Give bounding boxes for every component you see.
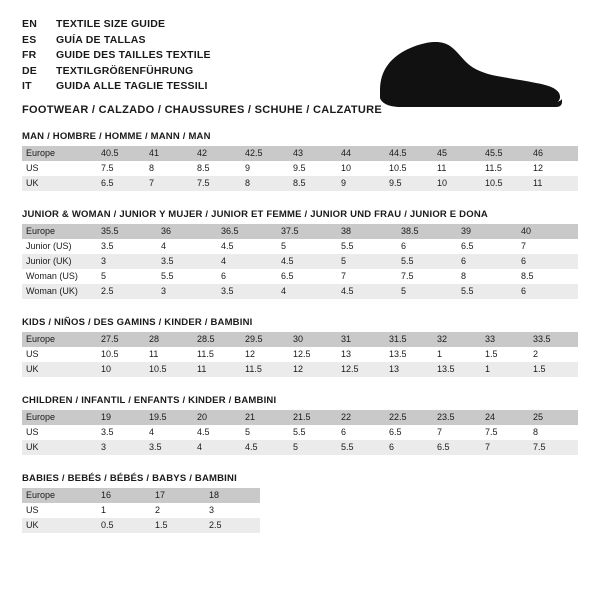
cell: 13.5 — [434, 362, 482, 377]
cell: 7 — [521, 241, 527, 251]
cell: 3.5 — [158, 254, 218, 269]
cell: 8 — [461, 271, 467, 281]
row-label: US — [26, 505, 39, 515]
cell: 4 — [149, 427, 155, 437]
cell: 5 — [398, 284, 458, 299]
cell: 5 — [338, 254, 398, 269]
cell: 10 — [98, 362, 146, 377]
cell: 9 — [338, 176, 386, 191]
cell: 28.5 — [194, 332, 242, 347]
cell: 8 — [242, 176, 290, 191]
cell: 10.5 — [389, 163, 407, 173]
cell: 10 — [341, 163, 352, 173]
cell: 29.5 — [242, 332, 290, 347]
cell: 1.5 — [485, 349, 498, 359]
cell: 35.5 — [98, 224, 158, 239]
cell: 44 — [338, 146, 386, 161]
cell: 6.5 — [281, 271, 294, 281]
cell: 8.5 — [521, 271, 534, 281]
cell: 11 — [530, 176, 578, 191]
table-row — [22, 332, 578, 347]
cell: 3 — [209, 505, 215, 515]
cell: 5.5 — [161, 271, 174, 281]
cell: 19 — [98, 410, 146, 425]
row-label: US — [26, 163, 39, 173]
cell: 45 — [434, 146, 482, 161]
cell: 13 — [386, 362, 434, 377]
cell: 6 — [518, 284, 578, 299]
cell: 8.5 — [197, 163, 210, 173]
cell: 37.5 — [278, 224, 338, 239]
cell: 11 — [437, 163, 447, 173]
cell: 7.5 — [401, 271, 414, 281]
table-row — [22, 488, 260, 503]
cell: 4 — [194, 440, 242, 455]
cell: 5.5 — [293, 427, 306, 437]
cell: 7.5 — [530, 440, 578, 455]
cell: 43 — [290, 146, 338, 161]
cell: 4 — [278, 284, 338, 299]
cell: 5.5 — [341, 241, 354, 251]
table-row — [22, 269, 578, 284]
group-title: CHILDREN / INFANTIL / ENFANTS / KINDER / BAMBINI — [22, 395, 277, 406]
cell: 19.5 — [146, 410, 194, 425]
cell: 7 — [437, 427, 443, 437]
row-label: UK — [22, 362, 98, 377]
cell: 8.5 — [290, 176, 338, 191]
cell: 5 — [101, 271, 107, 281]
table-row — [22, 254, 578, 269]
cell: 5 — [290, 440, 338, 455]
group-title: KIDS / NIÑOS / DES GAMINS / KINDER / BAMBINI — [22, 317, 253, 328]
cell: 5 — [281, 241, 287, 251]
language-row — [22, 80, 211, 96]
group-title: BABIES / BEBÉS / BÉBÉS / BABYS / BAMBINI — [22, 473, 237, 484]
cell: 5.5 — [338, 440, 386, 455]
cell: 7 — [146, 176, 194, 191]
row-label: Europe — [22, 332, 98, 347]
row-label: Europe — [22, 410, 98, 425]
size-table-children — [22, 410, 578, 455]
cell: 3 — [98, 254, 158, 269]
cell: 7 — [341, 271, 347, 281]
cell: 4.5 — [278, 254, 338, 269]
table-row — [22, 284, 578, 299]
cell: 33 — [482, 332, 530, 347]
cell: 3.5 — [101, 241, 114, 251]
row-label: US — [26, 349, 39, 359]
cell: 33.5 — [530, 332, 578, 347]
row-label: Europe — [22, 488, 98, 503]
cell: 6.5 — [461, 241, 474, 251]
cell: 13.5 — [389, 349, 407, 359]
cell: 36.5 — [218, 224, 278, 239]
cell: 11.5 — [242, 362, 290, 377]
cell: 6 — [401, 241, 407, 251]
cell: 10.5 — [482, 176, 530, 191]
row-label: UK — [22, 440, 98, 455]
cell: 3.5 — [101, 427, 114, 437]
cell: 44.5 — [386, 146, 434, 161]
table-row — [22, 176, 578, 191]
table-row — [22, 425, 578, 440]
cell: 2.5 — [206, 518, 260, 533]
cell: 7.5 — [485, 427, 498, 437]
size-group-man — [22, 131, 578, 191]
size-table-junior-woman — [22, 224, 578, 299]
row-label: Woman (UK) — [22, 284, 98, 299]
language-text: GUIDA ALLE TAGLIE TESSILI — [56, 80, 208, 92]
cell: 16 — [98, 488, 152, 503]
language-row — [22, 65, 211, 81]
cell: 45.5 — [482, 146, 530, 161]
size-table-kids — [22, 332, 578, 377]
cell: 1 — [101, 505, 107, 515]
cell: 3 — [98, 440, 146, 455]
cell: 31 — [338, 332, 386, 347]
size-table-man — [22, 146, 578, 191]
cell: 41 — [146, 146, 194, 161]
table-row — [22, 224, 578, 239]
cell: 6 — [341, 427, 347, 437]
language-code: EN — [22, 18, 37, 30]
cell: 9.5 — [293, 163, 306, 173]
language-code: ES — [22, 33, 37, 46]
cell: 11 — [194, 362, 242, 377]
cell: 42.5 — [242, 146, 290, 161]
cell: 22 — [338, 410, 386, 425]
cell: 42 — [194, 146, 242, 161]
language-code: IT — [22, 80, 32, 92]
language-text: GUÍA DE TALLAS — [56, 33, 146, 46]
cell: 9.5 — [386, 176, 434, 191]
row-label: Europe — [22, 146, 98, 161]
cell: 2.5 — [98, 284, 158, 299]
cell: 5 — [245, 427, 251, 437]
cell: 5.5 — [458, 284, 518, 299]
document-header — [22, 18, 578, 116]
cell: 21.5 — [290, 410, 338, 425]
row-label: Europe — [22, 224, 98, 239]
cell: 18 — [206, 488, 260, 503]
cell: 3.5 — [218, 284, 278, 299]
row-label: UK — [22, 518, 98, 533]
cell: 12.5 — [338, 362, 386, 377]
size-group-kids — [22, 317, 578, 377]
cell: 6 — [458, 254, 518, 269]
cell: 38.5 — [398, 224, 458, 239]
size-group-babies — [22, 473, 578, 533]
table-row — [22, 503, 260, 518]
cell: 6 — [221, 271, 227, 281]
cell: 46 — [530, 146, 578, 161]
category-title: FOOTWEAR / CALZADO / CHAUSSURES / SCHUHE / CALZATURE — [22, 103, 383, 116]
cell: 1.5 — [152, 518, 206, 533]
table-row — [22, 362, 578, 377]
language-text: GUIDE DES TAILLES TEXTILE — [56, 49, 211, 61]
cell: 6 — [386, 440, 434, 455]
table-row — [22, 239, 578, 254]
row-label: Junior (UK) — [22, 254, 98, 269]
cell: 40 — [518, 224, 578, 239]
size-group-children — [22, 395, 578, 455]
row-label: UK — [22, 176, 98, 191]
cell: 2 — [155, 505, 161, 515]
cell: 3 — [158, 284, 218, 299]
cell: 21 — [242, 410, 290, 425]
group-title: MAN / HOMBRE / HOMME / MANN / MAN — [22, 131, 211, 142]
cell: 5.5 — [398, 254, 458, 269]
cell: 10.5 — [146, 362, 194, 377]
table-row — [22, 518, 260, 533]
cell: 27.5 — [98, 332, 146, 347]
cell: 4 — [161, 241, 167, 251]
cell: 8 — [149, 163, 155, 173]
cell: 6.5 — [389, 427, 402, 437]
cell: 12.5 — [293, 349, 311, 359]
cell: 7 — [482, 440, 530, 455]
table-row — [22, 161, 578, 176]
row-label: Junior (US) — [26, 241, 72, 251]
cell: 10.5 — [101, 349, 119, 359]
cell: 28 — [146, 332, 194, 347]
cell: 23.5 — [434, 410, 482, 425]
cell: 13 — [341, 349, 352, 359]
cell: 4 — [218, 254, 278, 269]
cell: 10 — [434, 176, 482, 191]
cell: 22.5 — [386, 410, 434, 425]
table-row — [22, 347, 578, 362]
language-code: DE — [22, 64, 37, 77]
cell: 25 — [530, 410, 578, 425]
table-row — [22, 146, 578, 161]
cell: 39 — [458, 224, 518, 239]
cell: 4.5 — [197, 427, 210, 437]
table-row — [22, 440, 578, 455]
cell: 11.5 — [197, 349, 214, 359]
dress-shoe-icon — [374, 38, 564, 110]
cell: 40.5 — [98, 146, 146, 161]
group-title: JUNIOR & WOMAN / JUNIOR Y MUJER / JUNIOR ET FEMME / JUNIOR UND FRAU / JUNIOR E DONA — [22, 209, 488, 220]
cell: 11 — [149, 349, 159, 359]
cell: 2 — [533, 349, 539, 359]
language-row — [22, 18, 211, 34]
cell: 8 — [533, 427, 539, 437]
cell: 6.5 — [98, 176, 146, 191]
size-group-junior-woman — [22, 209, 578, 299]
cell: 4.5 — [338, 284, 398, 299]
cell: 0.5 — [98, 518, 152, 533]
cell: 12 — [245, 349, 256, 359]
cell: 24 — [482, 410, 530, 425]
cell: 38 — [338, 224, 398, 239]
cell: 36 — [158, 224, 218, 239]
cell: 6.5 — [434, 440, 482, 455]
cell: 1 — [482, 362, 530, 377]
cell: 3.5 — [146, 440, 194, 455]
language-titles — [22, 18, 211, 96]
cell: 1 — [437, 349, 443, 359]
cell: 6 — [518, 254, 578, 269]
size-table-babies — [22, 488, 260, 533]
cell: 30 — [290, 332, 338, 347]
language-row — [22, 34, 211, 50]
cell: 12 — [533, 163, 544, 173]
language-row — [22, 49, 211, 65]
language-code: FR — [22, 49, 37, 61]
cell: 11.5 — [485, 163, 502, 173]
cell: 17 — [152, 488, 206, 503]
cell: 4.5 — [242, 440, 290, 455]
language-text: TEXTILGRÖßENFÜHRUNG — [56, 64, 194, 77]
cell: 7.5 — [194, 176, 242, 191]
cell: 12 — [290, 362, 338, 377]
row-label: Woman (US) — [26, 271, 78, 281]
cell: 4.5 — [221, 241, 234, 251]
cell: 9 — [245, 163, 251, 173]
cell: 31.5 — [386, 332, 434, 347]
cell: 32 — [434, 332, 482, 347]
cell: 7.5 — [101, 163, 114, 173]
cell: 20 — [194, 410, 242, 425]
language-titles-body — [22, 18, 211, 96]
table-row — [22, 410, 578, 425]
row-label: US — [26, 427, 39, 437]
cell: 1.5 — [530, 362, 578, 377]
language-text: TEXTILE SIZE GUIDE — [56, 18, 166, 30]
